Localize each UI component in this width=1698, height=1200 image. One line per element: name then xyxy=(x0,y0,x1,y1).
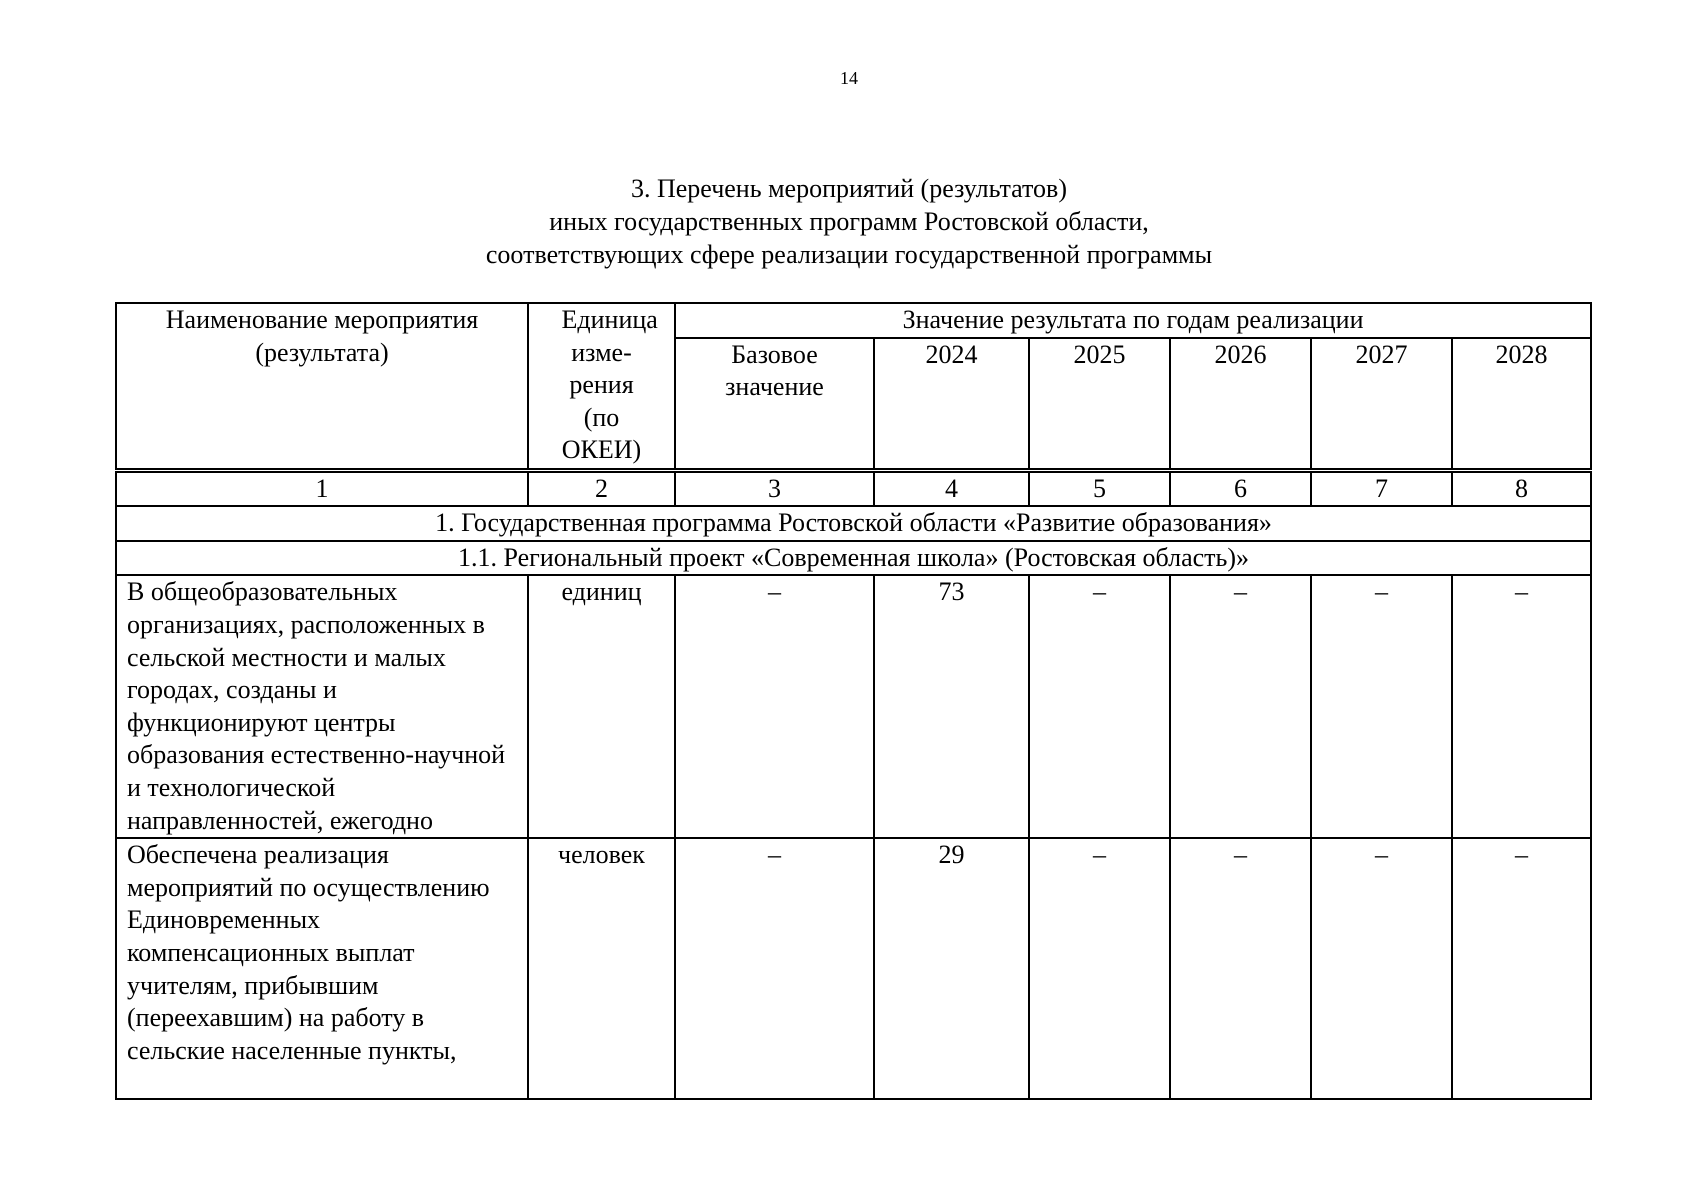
header-2028: 2028 xyxy=(1452,338,1591,471)
header-unit-text: Единица изме- рения (по ОКЕИ) xyxy=(561,305,658,465)
subsection-title: 1.1. Региональный проект «Современная школа» (Ростовская область)» xyxy=(116,541,1591,576)
header-row xyxy=(116,303,1591,338)
column-number: 4 xyxy=(874,470,1029,506)
section-row xyxy=(116,506,1591,541)
row-2026: – xyxy=(1170,838,1311,1099)
section-title: 1. Государственная программа Ростовской области «Развитие образования» xyxy=(116,506,1591,541)
row-2028: – xyxy=(1452,575,1591,838)
column-number: 2 xyxy=(528,470,675,506)
header-values-group: Значение результата по годам реализации xyxy=(675,303,1591,338)
column-number: 7 xyxy=(1311,470,1452,506)
row-base: – xyxy=(675,838,874,1099)
column-number: 3 xyxy=(675,470,874,506)
column-number: 5 xyxy=(1029,470,1170,506)
header-2024: 2024 xyxy=(874,338,1029,471)
row-2027: – xyxy=(1311,575,1452,838)
row-name xyxy=(116,838,528,1099)
row-2024: 29 xyxy=(874,838,1029,1099)
title-line-3: соответствующих сфере реализации государственной программы xyxy=(485,240,1213,269)
row-2028: – xyxy=(1452,838,1591,1099)
title-line-2: иных государственных программ Ростовской области, xyxy=(549,207,1149,236)
header-2027: 2027 xyxy=(1311,338,1452,471)
table-row xyxy=(116,575,1591,838)
row-name-text: В общеобразовательных организациях, расположенных в сельской местности и малых городах, созданы и функционируют центры образования естественно-научной и технологической направленностей, ежегодно xyxy=(127,577,506,835)
document-title xyxy=(0,172,1698,271)
row-2027: – xyxy=(1311,838,1452,1099)
header-2025: 2025 xyxy=(1029,338,1170,471)
subsection-row xyxy=(116,541,1591,576)
header-base xyxy=(675,338,874,471)
header-unit xyxy=(528,303,675,470)
row-name xyxy=(116,575,528,838)
row-base: – xyxy=(675,575,874,838)
column-number: 1 xyxy=(116,470,528,506)
header-base-text: Базовое значение xyxy=(725,339,824,402)
row-2026: – xyxy=(1170,575,1311,838)
row-2025: – xyxy=(1029,575,1170,838)
column-number: 6 xyxy=(1170,470,1311,506)
column-number: 8 xyxy=(1452,470,1591,506)
page-number: 14 xyxy=(840,68,858,88)
row-2025: – xyxy=(1029,838,1170,1099)
title-line-1: 3. Перечень мероприятий (результатов) xyxy=(630,174,1067,203)
column-number-row xyxy=(116,470,1591,506)
row-unit: человек xyxy=(528,838,675,1099)
row-2024: 73 xyxy=(874,575,1029,838)
row-unit: единиц xyxy=(528,575,675,838)
header-name: Наименование мероприятия (результата) xyxy=(116,303,528,470)
row-name-text: Обеспечена реализация мероприятий по осуществлению Единовременных компенсационных выплат учителям, прибывшим (переехавшим) на работу в сельские населенные пункты, xyxy=(127,840,490,1065)
results-table xyxy=(115,302,1592,1100)
header-2026: 2026 xyxy=(1170,338,1311,471)
table-row xyxy=(116,838,1591,1099)
